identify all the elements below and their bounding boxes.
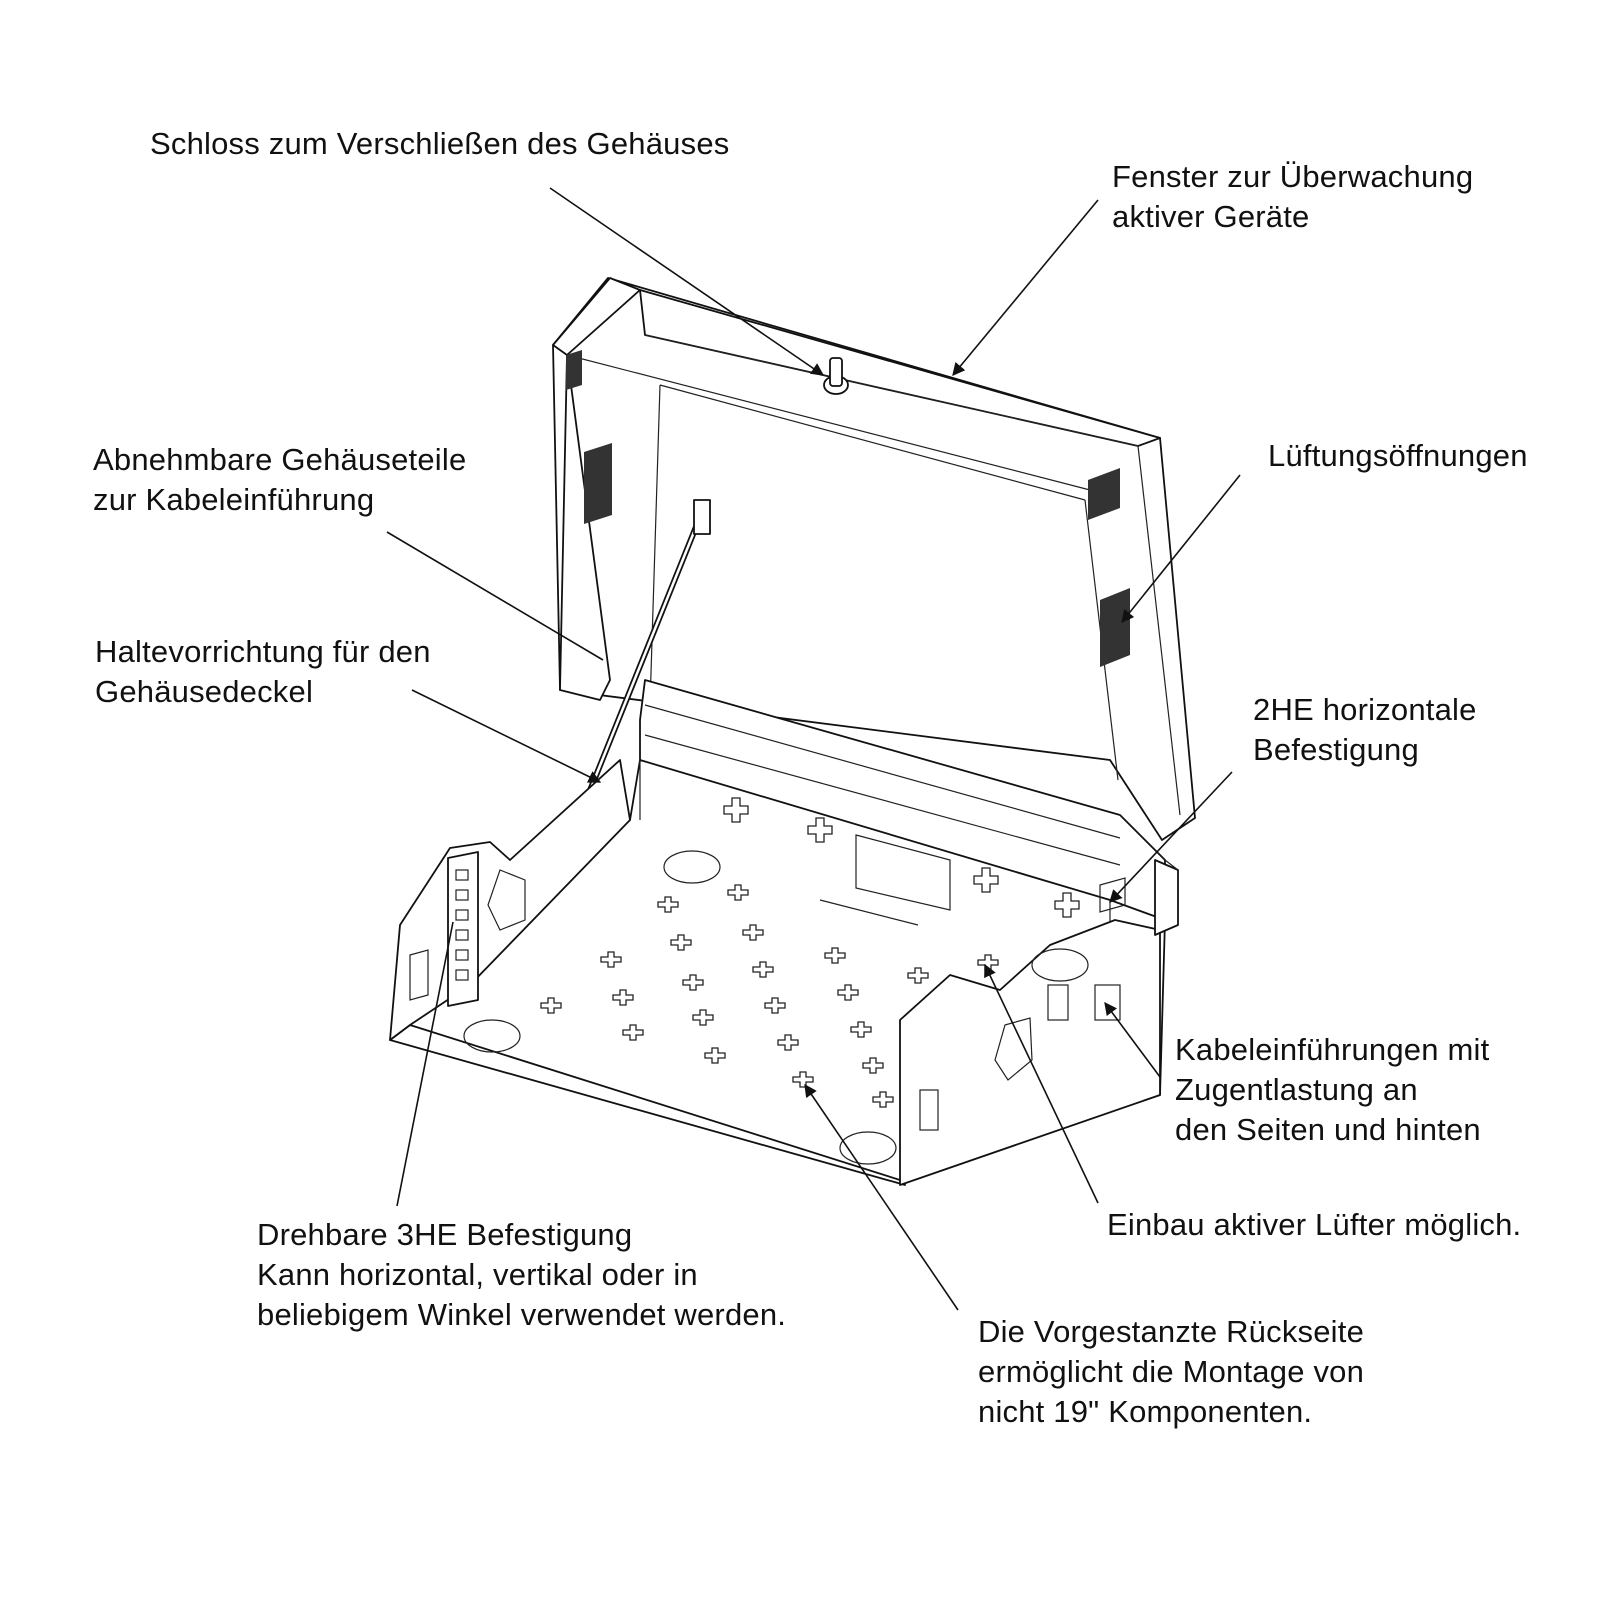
callout-backplate <box>978 1312 1364 1432</box>
callout-2he-line-1: 2HE horizontale <box>1253 692 1477 727</box>
callout-cable-entries <box>1175 1030 1489 1150</box>
callout-cable-entries-line-2: Zugentlastung an <box>1175 1072 1418 1107</box>
callout-2he-mount <box>1253 690 1477 770</box>
callout-window <box>1112 157 1473 237</box>
callout-lock <box>150 124 729 164</box>
callout-3he-mount <box>257 1215 786 1335</box>
callout-2he-line-2: Befestigung <box>1253 732 1419 767</box>
callout-cable-entries-line-3: den Seiten und hinten <box>1175 1112 1481 1147</box>
callout-backplate-line-1: Die Vorgestanzte Rückseite <box>978 1314 1365 1349</box>
callout-removable-line-1: Abnehmbare Gehäuseteile <box>93 442 467 477</box>
leader-window <box>953 200 1098 375</box>
callout-removable-parts <box>93 440 466 520</box>
callout-backplate-line-2: ermöglicht die Montage von <box>978 1354 1365 1389</box>
callout-lid-holder-line-1: Haltevorrichtung für den <box>95 634 431 669</box>
callout-removable-line-2: zur Kabeleinführung <box>93 482 375 517</box>
callout-3he-line-2: Kann horizontal, vertikal oder in <box>257 1257 698 1292</box>
callout-lock-line-1: Schloss zum Verschließen des Gehäuses <box>150 126 730 161</box>
leader-lid-holder <box>412 690 600 782</box>
callout-lid-holder-line-2: Gehäusedeckel <box>95 674 314 709</box>
callout-window-line-1: Fenster zur Überwachung <box>1112 159 1474 194</box>
callout-3he-line-3: beliebigem Winkel verwendet werden. <box>257 1297 787 1332</box>
callout-ventilation-line-1: Lüftungsöffnungen <box>1268 438 1528 473</box>
callout-window-line-2: aktiver Geräte <box>1112 199 1310 234</box>
callout-fan-line-1: Einbau aktiver Lüfter möglich. <box>1107 1207 1522 1242</box>
callout-fan <box>1107 1205 1521 1245</box>
callout-ventilation <box>1268 436 1528 476</box>
callout-cable-entries-line-1: Kabeleinführungen mit <box>1175 1032 1490 1067</box>
callout-3he-line-1: Drehbare 3HE Befestigung <box>257 1217 633 1252</box>
callout-backplate-line-3: nicht 19" Komponenten. <box>978 1394 1313 1429</box>
callout-lid-holder <box>95 632 431 712</box>
cabinet-base <box>390 680 1178 1185</box>
